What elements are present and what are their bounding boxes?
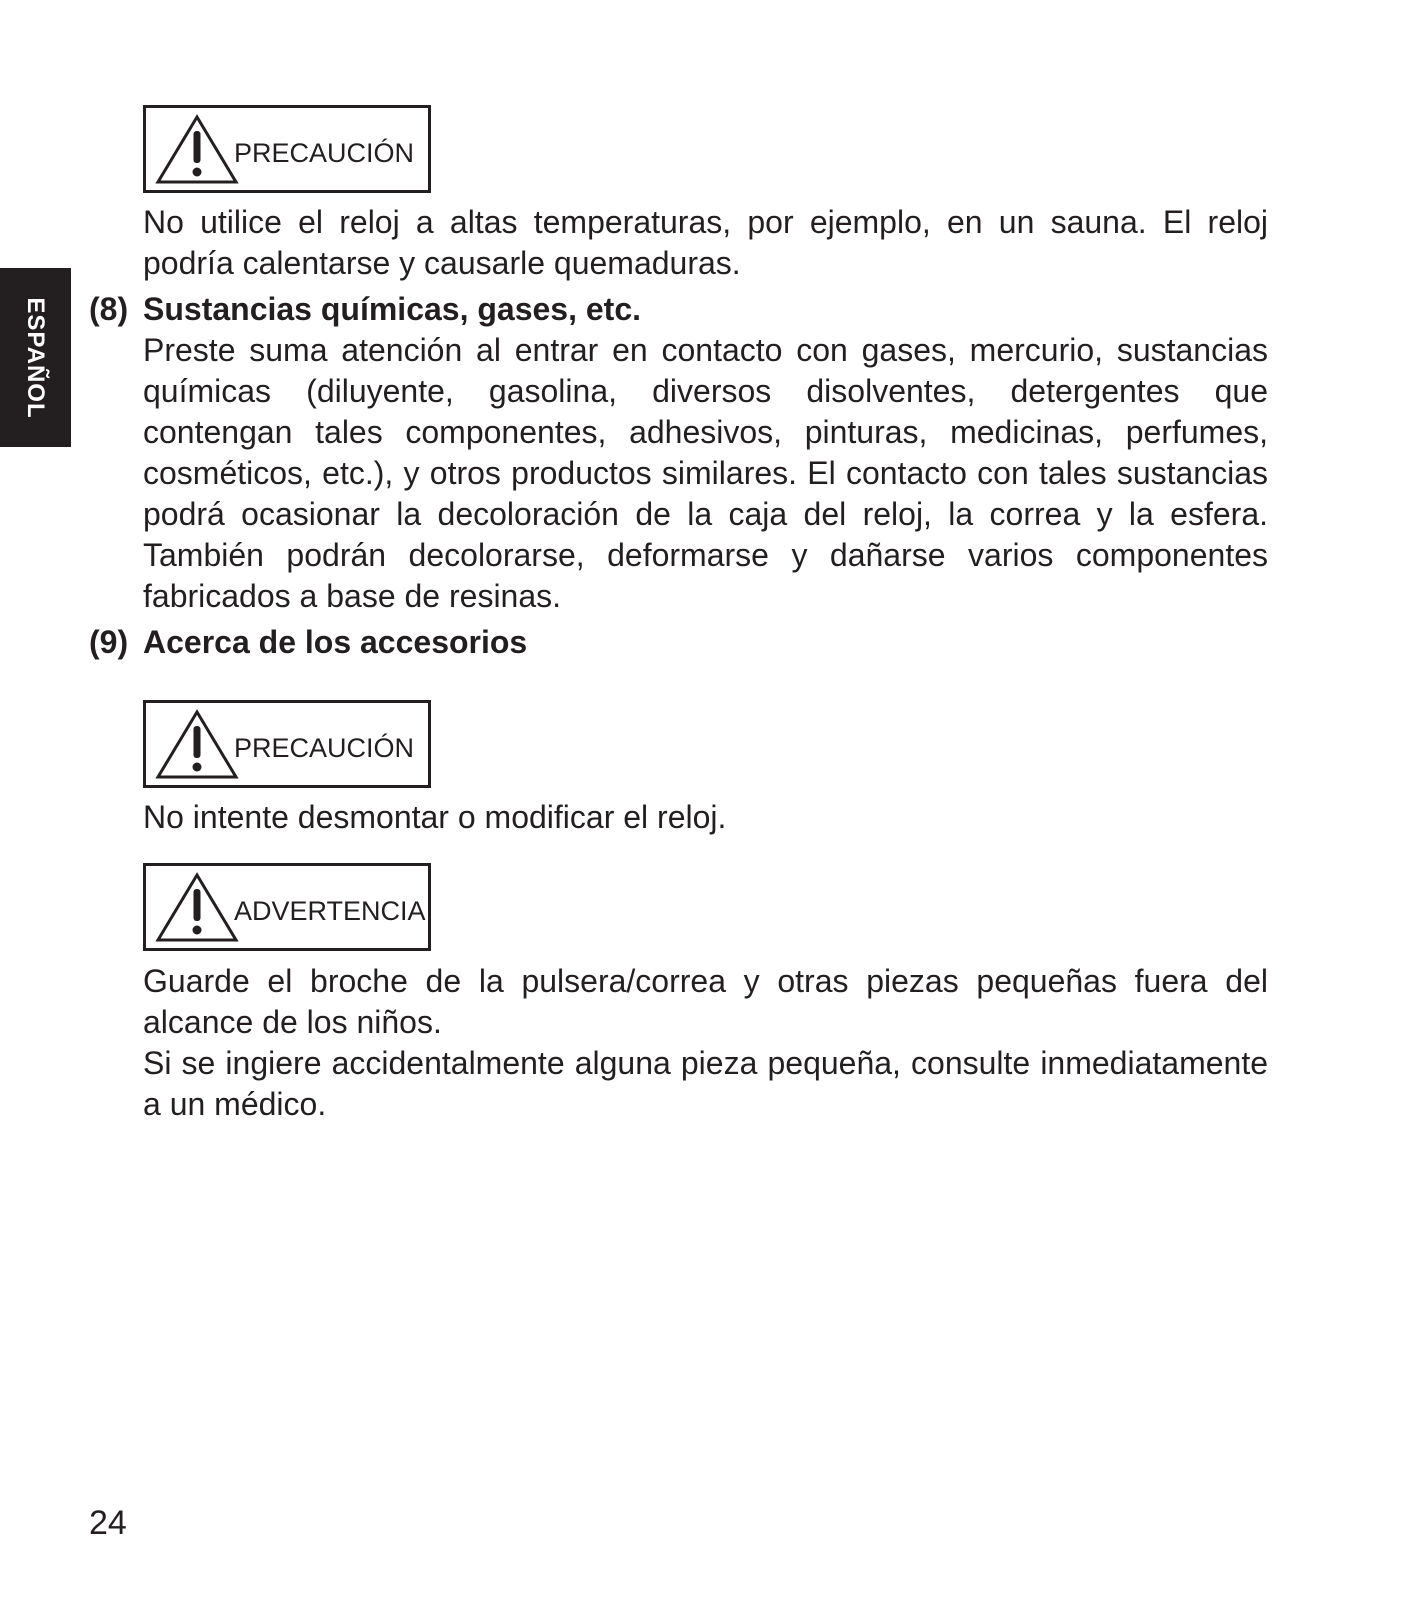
section-number: (8) <box>89 291 129 327</box>
language-tab <box>0 268 71 447</box>
paragraph: Preste suma atención al entrar en contacto con gases, mercurio, sustancias químicas (diluyente, gasolina, diversos disolventes, detergentes que contengan tales componentes, adhesivos, pinturas, medicinas, perfumes, cosméticos, etc.), y otros productos similares. El contacto con tales sustancias podrá ocasionar la decoloración de la caja del reloj, la correa y la esfera. También podrán decolorarse, deformarse y dañarse varios componentes fabricados a base de resinas. <box>143 332 1268 614</box>
caution-text-2 <box>143 797 1268 838</box>
warning-triangle-icon <box>155 872 239 944</box>
caution-notice-2 <box>143 700 431 788</box>
section-8-body <box>143 330 1268 617</box>
caution-notice-1 <box>143 105 431 193</box>
warning-notice <box>143 863 431 951</box>
section-9-heading <box>89 622 527 663</box>
section-title: Acerca de los accesorios <box>143 624 528 660</box>
notice-label: ADVERTENCIA <box>234 896 426 926</box>
caution-text-1 <box>143 202 1268 284</box>
notice-label: PRECAUCIÓN <box>234 733 415 763</box>
page-number: 24 <box>89 1504 127 1542</box>
section-8-heading <box>89 289 641 330</box>
paragraph: No utilice el reloj a altas temperaturas, por ejemplo, en un sauna. El reloj podría calentarse y causarle quemaduras. <box>143 204 1268 281</box>
paragraph: Guarde el broche de la pulsera/correa y otras piezas pequeñas fuera del alcance de los niños. <box>143 963 1268 1040</box>
paragraph: Si se ingiere accidentalmente alguna pieza pequeña, consulte inmediatamente a un médico. <box>143 1045 1268 1122</box>
warning-triangle-icon <box>155 114 239 186</box>
paragraph: No intente desmontar o modificar el reloj. <box>143 799 727 835</box>
section-number: (9) <box>89 624 129 660</box>
language-tab-label: ESPAÑOL <box>22 297 49 419</box>
section-title: Sustancias químicas, gases, etc. <box>143 291 642 327</box>
warning-triangle-icon <box>155 709 239 781</box>
notice-label: PRECAUCIÓN <box>234 138 415 168</box>
warning-text <box>143 961 1268 1125</box>
